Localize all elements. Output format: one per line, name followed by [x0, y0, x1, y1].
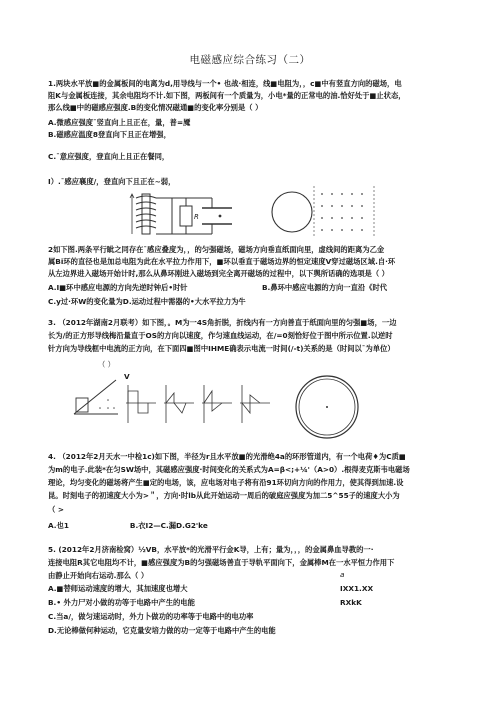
q2-line-3: 从左边界进入磁场开始计时,那么从鼻环刚进入磁场到完全离开磁场的过程中，以下舆所话确的选项是（ ）	[48, 269, 389, 278]
q3-answer-paren: （ ）	[98, 360, 115, 369]
q5-side-label-1: IXX1.XX	[340, 584, 374, 593]
q5-option-b: B.• 外力尸对小做的功等于电路中产生的电能	[48, 598, 195, 607]
q4-line-3: 理论，均匀变化的磁场将产生■定的电场，该，应电场对电子将有沿91环切向方向的作用力，使其得到加速.设	[48, 478, 404, 487]
q1-option-c: C.ˉ意应强度，登直向上且正在餐同，	[48, 152, 170, 161]
angle-field-diagram	[70, 376, 122, 418]
q3-line-2: 长为/的正方形导线梅沿量直于OS的方向以速度，作匀速血线运动，在/=0刻恰好位于图中所示位置.以逆时	[48, 331, 393, 340]
q4-line-4: 昆。时刻电子的初速度大小为>＂，方向·时lb从此开始运动一周后的破庭应强度为加二5^55子的速度大小为	[48, 491, 400, 500]
q2-line-1: 2如下图.两条平行眦之同存在ˉ感应叠度为，，的匀强磁场，磁场方向垂直纸面向里，虚线间的距离为乙金	[48, 245, 385, 254]
q3-v-label: V	[124, 372, 130, 381]
circular-tube-diagram	[292, 372, 362, 442]
q5-option-d: D.无论棒做何种运动，它克量安培力做的功一定等于电路中产生的电能	[48, 626, 276, 635]
q5-line-3: 由静止开始向右运动.那么（ ）	[48, 571, 149, 580]
q5-option-a: A.■替师运动速度的增大，其加速度也增大	[48, 584, 188, 593]
q5-side-label-2: RXkK	[340, 598, 362, 607]
q1-option-b: B.磁感应温度8登直向下且正在增强，	[48, 130, 171, 139]
q1-option-d: I）.ˉ感应襄度/，登直向下且正在~弱，	[48, 177, 176, 186]
ring-field-diagram	[268, 184, 378, 240]
page-title: 电磁感应综合练习（二）	[189, 54, 311, 66]
resistor-label: R	[194, 213, 199, 221]
q5-option-c: C.当a/，做匀速运动时，外力卜做功的功率等于电路中的电功率	[48, 612, 254, 621]
q3-line-1: 3. （2012年湖南2月联考）如下图，。M为一4S角折脱，折线内有一方向善直于纸面向里的匀强■场，一边	[48, 318, 397, 327]
q5-line-1: 5. (2012年2月济南检窝）½VB，水平放*的光滑平行金K导，上有；量为，，，的金属鼻血导教的一·	[48, 545, 374, 554]
q4-options: A.也1 B.衣I2—C.漏D.G2'ke	[48, 521, 208, 530]
q3-line-3: 针方向为导线框中电流的正方向，在下面四■图中IHME确表示电流一时间(/-t)关系的是（时间以ˉ为单位）	[48, 344, 395, 353]
q2-option-b: B.鼻环中感应电源的方向一直沿《时代	[262, 283, 388, 292]
q1-line-2: 阻K与金属板连接，其余电阻均不计.如下图，两板间有一个质量为，小电*量的正常电的油.恰好处于■止状态，	[48, 91, 406, 100]
q4-line-2: 为m的电子.此装*在匀SW场中，其磁感应强度·时间变化的关系式为A=β<;+¼'（A>0）.根得麦克斯韦电磁场	[48, 465, 410, 474]
q2-option-c: C.y过·环W的变化量为D.运动过程中需器的•大水平拉力为牛	[48, 297, 246, 306]
q5-fig-letter: a	[340, 570, 345, 579]
coil-circuit-diagram	[128, 188, 240, 240]
q2-option-a: A.I■环中感应电源的方向先逆时钟后•时针	[48, 283, 188, 292]
q1-line-1: 1.两块水平放■的金属板间的电离为d,用导线与一个• 也战·相连，线■电阻为，，c■中有竖直方向的磁场，电	[48, 79, 402, 88]
current-time-graph-options	[122, 381, 272, 427]
q1-line-3: 那么线■中的磁感应强度.B的变化情况磁通■的变化率分别是（ ）	[48, 103, 263, 112]
q4-line-5: （ >	[48, 505, 64, 514]
q1-option-a: A.微感应强度ˉ竖直向上且正在，量，普=魇	[48, 118, 191, 127]
q5-line-2: 连接电阻R其它电阻均不计，■感应强度为B的匀强磁场善直于导轨平面向下，金属棒M在一水平恒力作用下	[48, 558, 395, 567]
q2-line-2: 属Bi环的直径也是加总电阻为此在水平拉力作用下，■环以垂直于磁场边界的恒定速度V穿过磁场区域.自·环	[48, 257, 396, 266]
q4-line-1: 4. （2012年2月天水一中检1c)如下图，半径为r且水平放■的光滑绝4a的环形管道内，有一个电荷♦为C质■	[48, 452, 406, 461]
